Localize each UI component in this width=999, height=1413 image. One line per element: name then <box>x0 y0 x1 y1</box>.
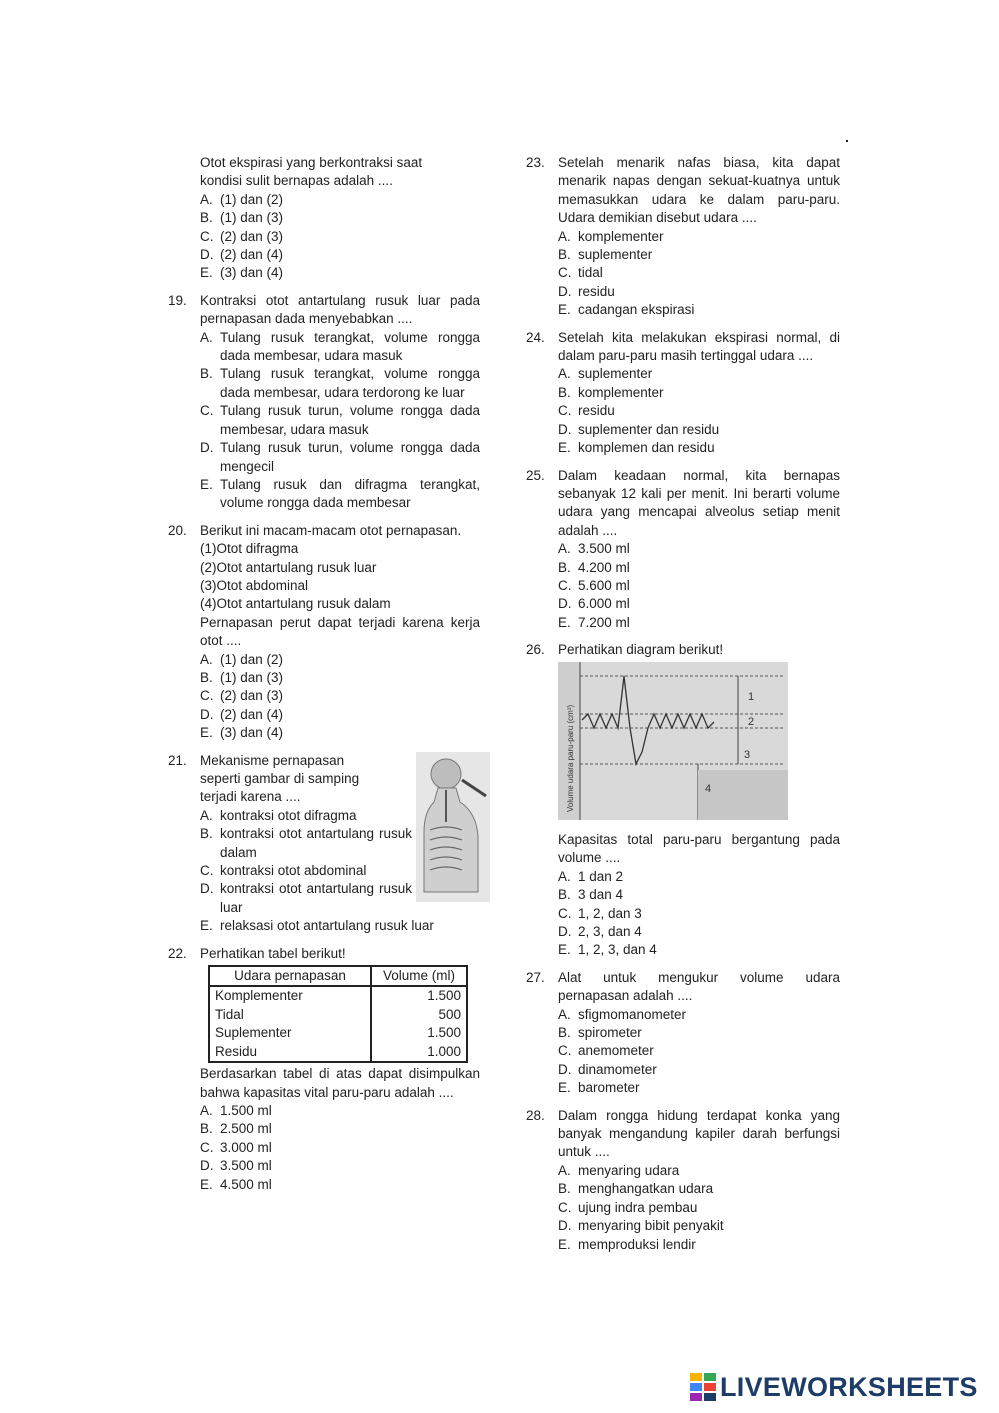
question-27 <box>526 969 840 1098</box>
list-item: (4)Otot antartulang rusuk dalam <box>200 596 391 612</box>
option-19a[interactable]: A. Tulang rusuk terangkat, volume rongga dada membesar, udara masuk <box>200 329 480 364</box>
option-23b[interactable]: B. suplementer <box>558 247 653 263</box>
question-28-stem: Dalam rongga hidung terdapat konka yang banyak mengandung kapiler darah berfungsi untuk .... <box>558 1107 840 1160</box>
option-23a[interactable]: A. komplementer <box>558 228 664 244</box>
diagram-label-3: 3 <box>744 748 751 761</box>
table-header: Udara pernapasan <box>209 966 371 986</box>
option-28c[interactable]: C. ujung indra pembau <box>558 1199 698 1215</box>
table-header: Volume (ml) <box>371 966 467 986</box>
liveworksheets-brand[interactable] <box>690 1370 978 1404</box>
option-21d[interactable]: D. kontraksi otot antartulang rusuk luar <box>200 881 412 915</box>
diagram-label-4: 4 <box>705 782 712 795</box>
option-28b[interactable]: B. menghangatkan udara <box>558 1181 714 1197</box>
option-26a[interactable]: A. 1 dan 2 <box>558 868 624 884</box>
question-number: 28. <box>526 1107 545 1123</box>
option-20e[interactable]: E. (3) dan (4) <box>200 725 284 741</box>
right-column <box>526 154 840 1263</box>
question-21 <box>168 752 480 936</box>
option-26b[interactable]: B. 3 dan 4 <box>558 887 624 903</box>
list-item: (3)Otot abdominal <box>200 577 309 593</box>
question-number: 26. <box>526 642 545 658</box>
question-number: 23. <box>526 155 545 170</box>
option-24d[interactable]: D. suplementer dan residu <box>558 421 720 437</box>
option-19e[interactable]: E. Tulang rusuk dan difragma terangkat, volume rongga dada membesar <box>200 476 480 511</box>
option-19c[interactable]: C. Tulang rusuk turun, volume rongga dada membesar, udara masuk <box>200 403 480 437</box>
question-23-stem: Setelah menarik nafas biasa, kita dapat menarik napas dengan sekuat-kuatnya untuk memasukkan udara ke dalam paru-paru. Udara demikian disebut udara .... <box>558 155 840 226</box>
question-22-stem: Perhatikan tabel berikut! <box>200 945 346 961</box>
question-24 <box>526 329 840 458</box>
option-18e[interactable]: E. (3) dan (4) <box>200 265 284 281</box>
question-22 <box>168 945 480 1194</box>
muscle-list <box>200 540 480 614</box>
option-23d[interactable]: D. residu <box>558 283 615 299</box>
option-25e[interactable]: E. 7.200 ml <box>558 614 630 630</box>
question-number: 21. <box>168 752 187 768</box>
question-19 <box>168 292 480 513</box>
human-respiratory-figure <box>416 752 490 902</box>
question-number: 19. <box>168 292 187 308</box>
question-20 <box>168 522 480 743</box>
question-20-stem: Berikut ini macam-macam otot pernapasan. <box>200 522 462 538</box>
option-18d[interactable]: D. (2) dan (4) <box>200 247 284 263</box>
option-25c[interactable]: C. 5.600 ml <box>558 577 630 593</box>
question-number: 20. <box>168 522 187 538</box>
option-21b[interactable]: B. kontraksi otot antartulang rusuk dalam <box>200 826 412 860</box>
question-number: 24. <box>526 329 545 345</box>
option-20a[interactable]: A. (1) dan (2) <box>200 651 284 667</box>
option-28d[interactable]: D. menyaring bibit penyakit <box>558 1218 724 1234</box>
option-28e[interactable]: E. memproduksi lendir <box>558 1236 696 1252</box>
question-23 <box>526 154 840 320</box>
option-26d[interactable]: D. 2, 3, dan 4 <box>558 924 642 939</box>
question-26-prompt: Kapasitas total paru-paru bergantung pada volume .... <box>558 831 840 866</box>
option-21e[interactable]: E. relaksasi otot antartulang rusuk luar <box>200 918 434 934</box>
question-27-stem: Alat untuk mengukur volume udara pernapasan adalah .... <box>558 969 840 1004</box>
option-20c[interactable]: C. (2) dan (3) <box>200 688 284 704</box>
option-22d[interactable]: D. 3.500 ml <box>200 1158 272 1174</box>
option-27c[interactable]: C. anemometer <box>558 1043 654 1059</box>
option-27a[interactable]: A. sfigmomanometer <box>558 1006 687 1022</box>
option-22c[interactable]: C. 3.000 ml <box>200 1139 272 1155</box>
option-22e[interactable]: E. 4.500 ml <box>200 1176 272 1192</box>
option-25b[interactable]: B. 4.200 ml <box>558 559 630 575</box>
question-18-stem: Otot ekspirasi yang berkontraksi saat kondisi sulit bernapas adalah .... <box>200 155 423 189</box>
air-volume-table <box>208 965 468 1063</box>
option-24e[interactable]: E. komplemen dan residu <box>558 440 715 456</box>
liveworksheets-logo-icon <box>690 1373 716 1401</box>
question-20-prompt: Pernapasan perut dapat terjadi karena kerja otot .... <box>200 614 480 649</box>
option-24c[interactable]: C. residu <box>558 403 615 419</box>
question-25-stem: Dalam keadaan normal, kita bernapas sebanyak 12 kali per menit. Ini berarti volume udara yang mencapai alveolus setiap menit adalah .... <box>558 467 840 538</box>
table-row: Komplementer 1.500 <box>209 986 467 1005</box>
question-number: 25. <box>526 467 545 483</box>
question-number: 27. <box>526 969 545 985</box>
question-26-stem: Perhatikan diagram berikut! <box>558 642 724 658</box>
option-26c[interactable]: C. 1, 2, dan 3 <box>558 905 642 921</box>
stray-dot <box>846 140 848 142</box>
table-row: Tidal 500 <box>209 1006 467 1024</box>
diagram-label-1: 1 <box>748 690 755 703</box>
question-22-prompt: Berdasarkan tabel di atas dapat disimpulkan bahwa kapasitas vital paru-paru adalah .... <box>200 1066 480 1100</box>
option-19b[interactable]: B. Tulang rusuk terangkat, volume rongga dada membesar, udara terdorong ke luar <box>200 366 480 400</box>
option-21a[interactable]: A. kontraksi otot difragma <box>200 807 357 823</box>
option-25d[interactable]: D. 6.000 ml <box>558 596 630 612</box>
question-26 <box>526 641 840 960</box>
option-24a[interactable]: A. suplementer <box>558 366 653 382</box>
question-19-stem: Kontraksi otot antartulang rusuk luar pada pernapasan dada menyebabkan .... <box>200 292 480 327</box>
option-21c[interactable]: C. kontraksi otot abdominal <box>200 863 367 879</box>
option-18c[interactable]: C. (2) dan (3) <box>200 228 284 244</box>
table-row: Suplementer 1.500 <box>209 1024 467 1042</box>
option-23c[interactable]: C. tidal <box>558 265 603 281</box>
list-item: (2)Otot antartulang rusuk luar <box>200 559 377 575</box>
option-23e[interactable]: E. cadangan ekspirasi <box>558 302 695 318</box>
option-27d[interactable]: D. dinamometer <box>558 1061 657 1077</box>
option-18a[interactable]: A. (1) dan (2) <box>200 191 284 207</box>
option-27e[interactable]: E. barometer <box>558 1080 640 1096</box>
option-19d[interactable]: D. Tulang rusuk turun, volume rongga dada mengecil <box>200 440 480 474</box>
question-28 <box>526 1107 840 1254</box>
question-18-continued <box>168 154 480 283</box>
question-number: 22. <box>168 945 187 961</box>
option-22b[interactable]: B. 2.500 ml <box>200 1121 272 1137</box>
option-22a[interactable]: A. 1.500 ml <box>200 1102 272 1118</box>
question-25 <box>526 467 840 633</box>
left-column <box>168 154 480 1203</box>
diagram-label-2: 2 <box>748 715 755 728</box>
option-26e[interactable]: E. 1, 2, 3, dan 4 <box>558 942 657 958</box>
question-21-stem: Mekanisme pernapasan seperti gambar di samping terjadi karena .... <box>200 752 360 805</box>
table-row: Residu 1.000 <box>209 1043 467 1062</box>
option-20b[interactable]: B. (1) dan (3) <box>200 669 284 685</box>
option-28a[interactable]: A. menyaring udara <box>558 1162 680 1178</box>
list-item: (1)Otot difragma <box>200 541 299 557</box>
option-25a[interactable]: A. 3.500 ml <box>558 541 630 557</box>
option-24b[interactable]: B. komplementer <box>558 384 664 400</box>
lung-volume-diagram <box>558 662 788 820</box>
diagram-y-label: Volume udara paru-paru (cm³) <box>566 704 575 812</box>
option-27b[interactable]: B. spirometer <box>558 1025 642 1041</box>
brand-name: LIVEWORKSHEETS <box>720 1371 978 1402</box>
option-18b[interactable]: B. (1) dan (3) <box>200 210 284 226</box>
option-20d[interactable]: D. (2) dan (4) <box>200 706 284 722</box>
question-24-stem: Setelah kita melakukan ekspirasi normal, di dalam paru-paru masih tertinggal udara .... <box>558 329 840 364</box>
